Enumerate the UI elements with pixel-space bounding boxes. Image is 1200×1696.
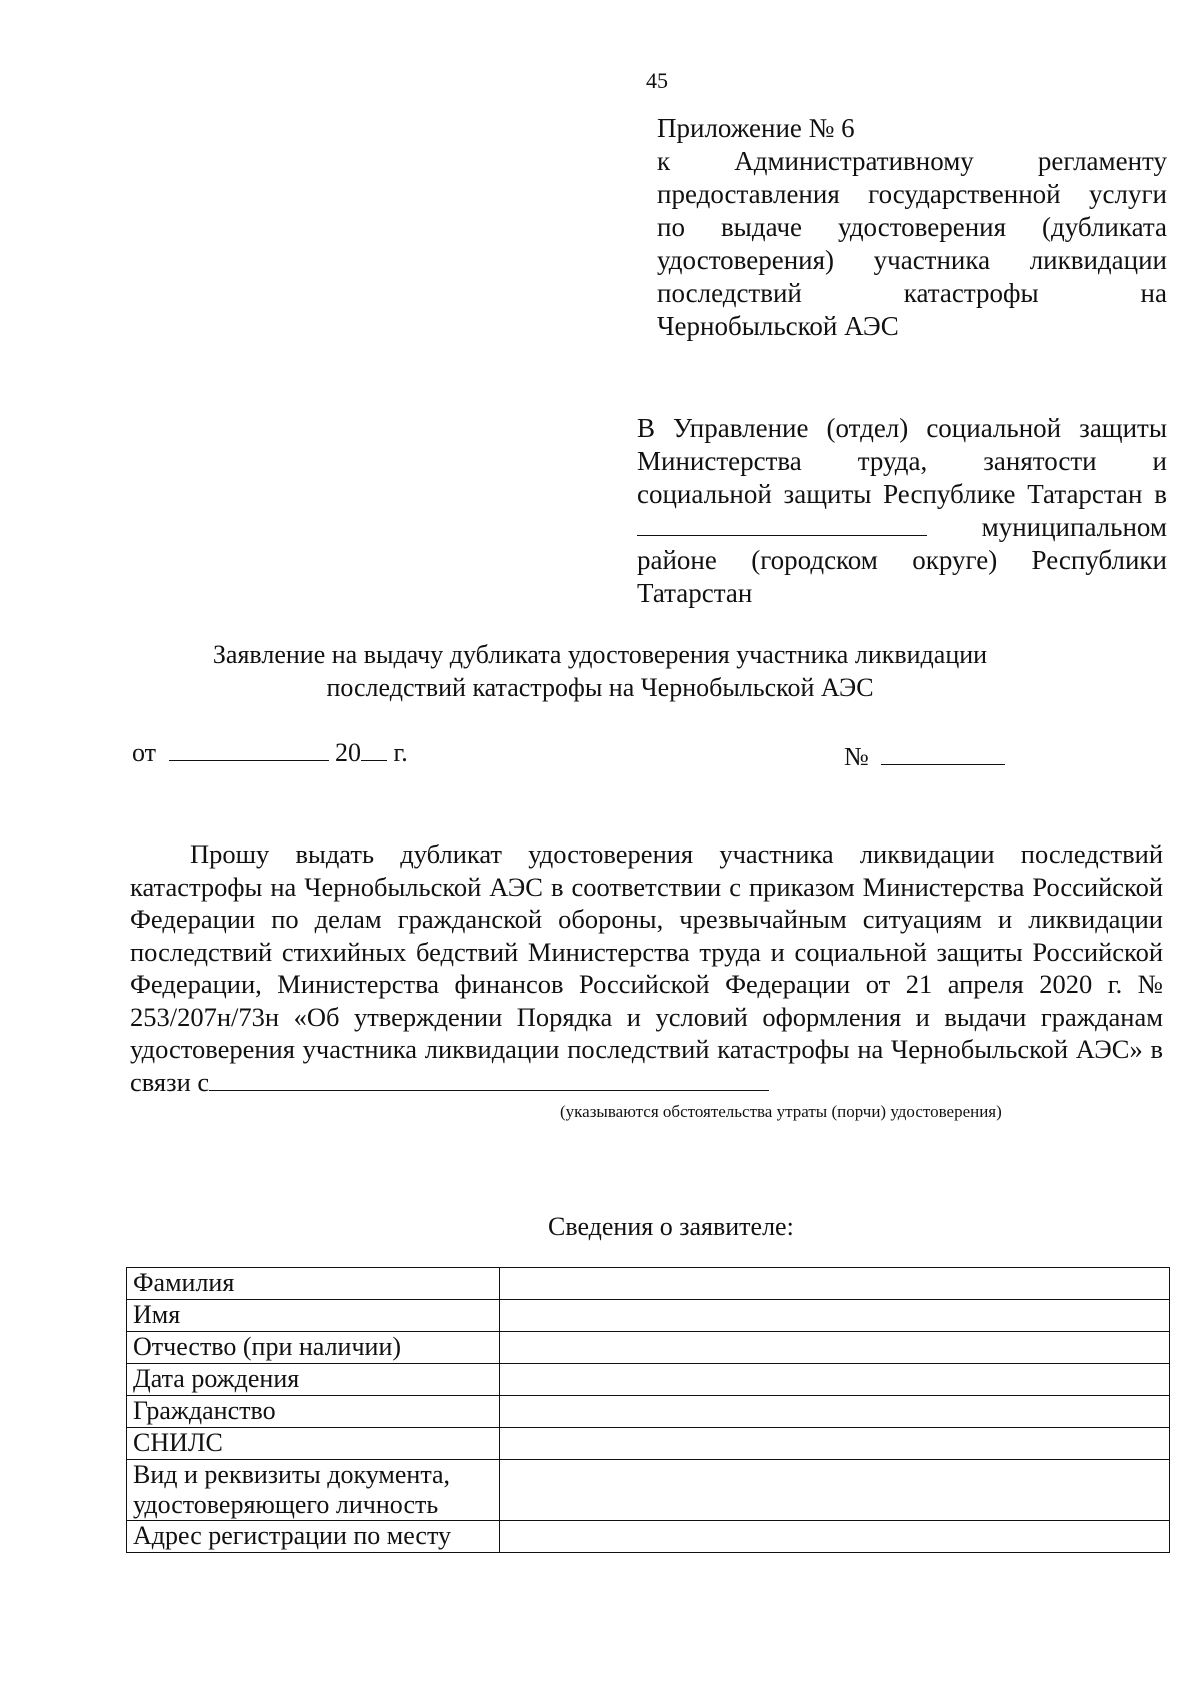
request-text: Прошу выдать дубликат удостоверения участника ликвидации последствий катастрофы на Чернобыльской АЭС в соответствии с приказом Министерства Российской Федерации по делам гражданской обороны, чрезвычайным ситуациям и ликвидации последствий стихийных бедствий Министерства труда и социальной защиты Российской Федерации, Министерства финансов Российской Федерации от 21 апреля 2020 г. № 253/207н/73н «Об утверждении Порядка и условий оформления и выдачи гражданам удостоверения участника ликвидации последствий катастрофы на Чернобыльской АЭС» в связи с: [130, 839, 1163, 1097]
applicant-section-title: Сведения о заявителе:: [548, 1212, 794, 1241]
appendix-title: Приложение № 6: [657, 113, 855, 143]
applicant-info-table: [126, 1267, 1170, 1553]
year-prefix: 20: [335, 738, 362, 767]
appendix-line: предоставления государственной услуги: [657, 179, 1167, 209]
row-label: Имя: [127, 1300, 500, 1332]
row-label: Отчество (при наличии): [127, 1332, 500, 1364]
appendix-header: [657, 112, 1167, 343]
number-blank-field[interactable]: [881, 740, 1005, 765]
row-label: Фамилия: [127, 1268, 500, 1300]
year-blank-field[interactable]: [361, 736, 387, 761]
table-row: [127, 1332, 1170, 1364]
table-row: [127, 1396, 1170, 1428]
year-suffix: г.: [393, 738, 408, 767]
document-title: [150, 638, 1050, 704]
row-label: Адрес регистрации по месту: [127, 1521, 500, 1553]
table-row: [127, 1364, 1170, 1396]
addressee-line: Министерства труда, занятости и: [637, 446, 1167, 476]
addressee-district-line: [637, 511, 1167, 544]
row-label: Дата рождения: [127, 1364, 500, 1396]
addressee-line: В Управление (отдел) социальной защиты: [637, 413, 1167, 443]
table-row: [127, 1521, 1170, 1553]
addressee-line: Татарстан: [637, 578, 753, 608]
row-value-field[interactable]: [500, 1268, 1170, 1300]
document-title-line: последствий катастрофы на Чернобыльской АЭС: [326, 673, 874, 702]
addressee-line: районе (городском округе) Республики: [637, 545, 1167, 575]
row-value-field[interactable]: [500, 1428, 1170, 1460]
document-title-line: Заявление на выдачу дубликата удостоверения участника ликвидации: [212, 640, 988, 669]
date-line: [132, 736, 408, 768]
table-row: [127, 1268, 1170, 1300]
table-row: [127, 1460, 1170, 1521]
reason-blank-field[interactable]: [209, 1068, 769, 1091]
addressee-district-suffix: муниципальном: [981, 512, 1167, 542]
row-label: СНИЛС: [127, 1428, 500, 1460]
addressee-line: социальной защиты Республике Татарстан в: [637, 479, 1167, 509]
page-number: 45: [646, 68, 668, 93]
date-prefix: от: [132, 738, 157, 767]
appendix-line: по выдаче удостоверения (дубликата: [657, 212, 1167, 242]
appendix-line: удостоверения) участника ликвидации: [657, 245, 1167, 275]
row-label: Гражданство: [127, 1396, 500, 1428]
reason-note: (указываются обстоятельства утраты (порчи) удостоверения): [560, 1102, 1002, 1121]
request-paragraph: [130, 838, 1163, 1098]
appendix-line: последствий катастрофы на: [657, 278, 1167, 308]
appendix-line: к Административному регламенту: [657, 146, 1167, 176]
addressee-block: [637, 412, 1167, 610]
row-value-field[interactable]: [500, 1300, 1170, 1332]
table-row: [127, 1428, 1170, 1460]
row-value-field[interactable]: [500, 1364, 1170, 1396]
row-value-field[interactable]: [500, 1332, 1170, 1364]
number-line: [844, 740, 1005, 772]
table-row: [127, 1300, 1170, 1332]
district-blank-field[interactable]: [637, 511, 927, 536]
row-value-field[interactable]: [500, 1521, 1170, 1553]
appendix-line: Чернобыльской АЭС: [657, 311, 899, 341]
row-value-field[interactable]: [500, 1396, 1170, 1428]
row-value-field[interactable]: [500, 1460, 1170, 1521]
row-label: Вид и реквизиты документа, удостоверяющего личность: [127, 1460, 500, 1521]
date-blank-field[interactable]: [169, 736, 329, 761]
number-label: №: [844, 742, 869, 771]
